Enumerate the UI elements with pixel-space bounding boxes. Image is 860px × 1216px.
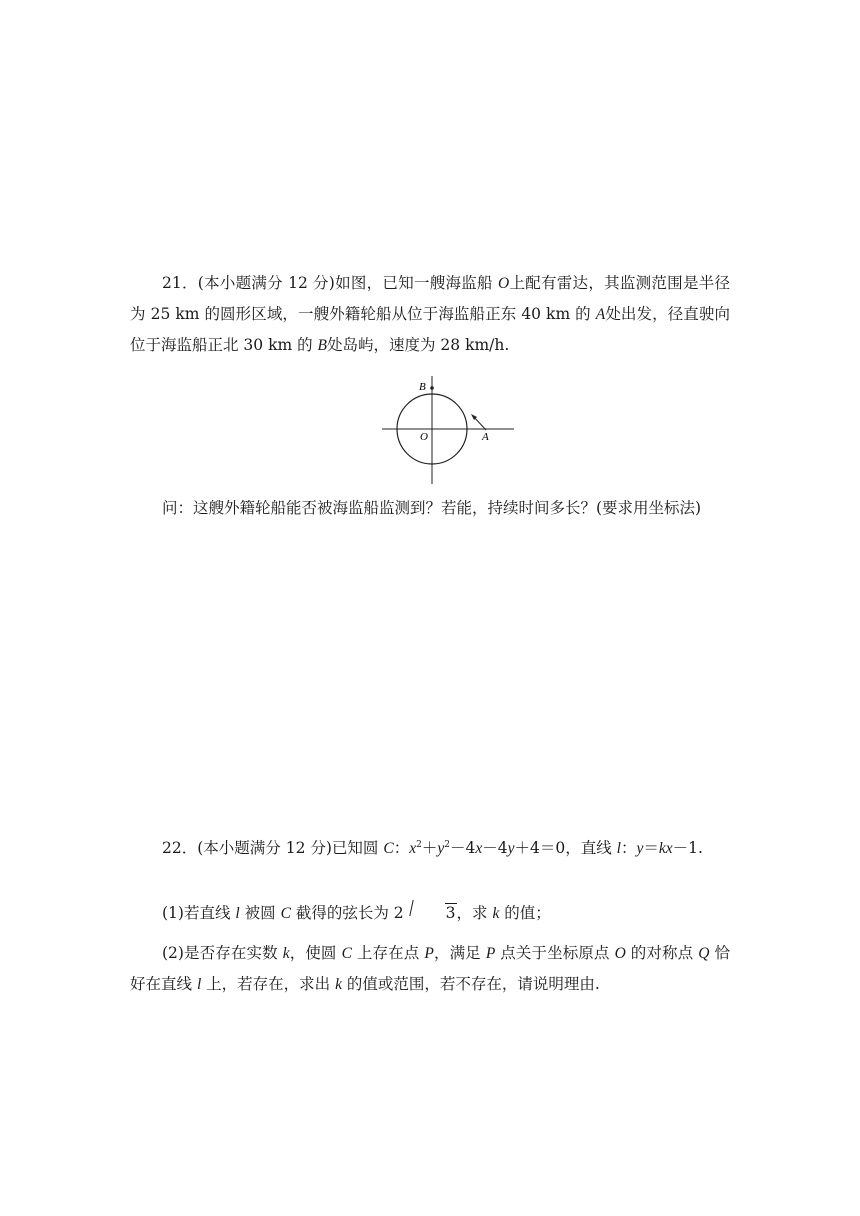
q22-text: ，使圆 xyxy=(289,944,342,962)
var-l: l xyxy=(616,840,621,858)
var-C: C xyxy=(280,905,291,922)
line-y: y xyxy=(636,840,644,858)
eq-x: x xyxy=(409,840,417,858)
q22-number: 22． xyxy=(162,839,198,858)
var-k: k xyxy=(282,945,290,962)
q22-score: (本小题满分 12 分) xyxy=(197,839,332,858)
label-O: O xyxy=(420,431,428,443)
eq-x: x xyxy=(475,840,483,858)
var-A: A xyxy=(595,306,606,323)
var-B: B xyxy=(317,337,327,354)
line-kx: kx xyxy=(658,840,673,858)
q22-part1 xyxy=(130,898,730,929)
eq-op: －4 xyxy=(449,839,476,858)
var-k: k xyxy=(335,976,342,993)
q22-text: 上存在点 xyxy=(351,944,425,962)
q22-text: 的对称点 xyxy=(625,944,699,962)
q22-text: 已知圆 xyxy=(331,839,384,858)
sqrt-radicand: 3 xyxy=(445,904,456,922)
q21-text: 处岛屿，速度为 28 km/h. xyxy=(327,336,510,354)
label-A: A xyxy=(482,431,489,443)
q22-statement xyxy=(130,830,730,864)
q22-text: 的值； xyxy=(499,904,551,922)
var-l: l xyxy=(196,976,202,993)
q22-text: ，求 xyxy=(456,904,493,922)
var-P: P xyxy=(485,945,496,962)
eq-y: y xyxy=(437,840,445,858)
q22-part2 xyxy=(130,938,730,1000)
var-C: C xyxy=(383,840,394,858)
label-B: B xyxy=(419,381,426,393)
q22-text: 的值或范围，若不存在，请说明理由. xyxy=(342,975,600,993)
q21-score: (本小题满分 12 分) xyxy=(197,274,335,292)
q21-text: 如图，已知一艘海监船 xyxy=(334,274,499,292)
q22-text: (2)是否存在实数 xyxy=(162,944,283,962)
q22-text: ＋4＝0，直线 xyxy=(514,839,617,858)
q21-text: 上配有雷达，其监测范围是半径为 25 km 的圆形区域，一艘外籍轮船从位于海监船正东 40 km 的 xyxy=(130,274,730,323)
var-C: C xyxy=(341,945,352,962)
eq-op: ＋ xyxy=(421,839,438,858)
q22-text: (1)若直线 xyxy=(162,904,236,922)
q22-text: 上，若存在，求出 xyxy=(201,975,336,993)
q21-text: 处出发，径直驶向位于海监船正北 30 km 的 xyxy=(130,305,730,354)
radar-diagram xyxy=(378,372,518,488)
q21-statement xyxy=(130,268,730,361)
q22-text: －1. xyxy=(672,839,703,858)
q22-text: 被圆 xyxy=(239,904,281,922)
var-Q: Q xyxy=(698,945,710,962)
var-l: l xyxy=(235,905,240,922)
sqrt-sign xyxy=(405,898,457,929)
var-O: O xyxy=(498,275,510,292)
eq-exp: 2 xyxy=(444,840,450,850)
eq-op: ＝ xyxy=(643,839,659,858)
q22-text: 恰好在直线 xyxy=(130,944,730,993)
eq-op: －4 xyxy=(482,839,508,858)
q22-text: 点关于坐标原点 xyxy=(495,944,615,962)
var-P: P xyxy=(424,945,434,962)
eq-exp: 2 xyxy=(416,840,422,850)
q22-text: ： xyxy=(393,839,410,858)
var-k: k xyxy=(492,905,500,922)
q21-number: 21． xyxy=(162,274,198,292)
var-O: O xyxy=(614,945,626,962)
q21-question: 问：这艘外籍轮船能否被海监船监测到？若能，持续时间多长？(要求用坐标法) xyxy=(162,499,702,517)
q22-text: 截得的弦长为 2 xyxy=(290,904,404,922)
point-B xyxy=(430,386,434,390)
q22-text: ： xyxy=(620,839,637,858)
eq-y: y xyxy=(507,840,515,858)
q22-text: ，满足 xyxy=(433,944,486,962)
